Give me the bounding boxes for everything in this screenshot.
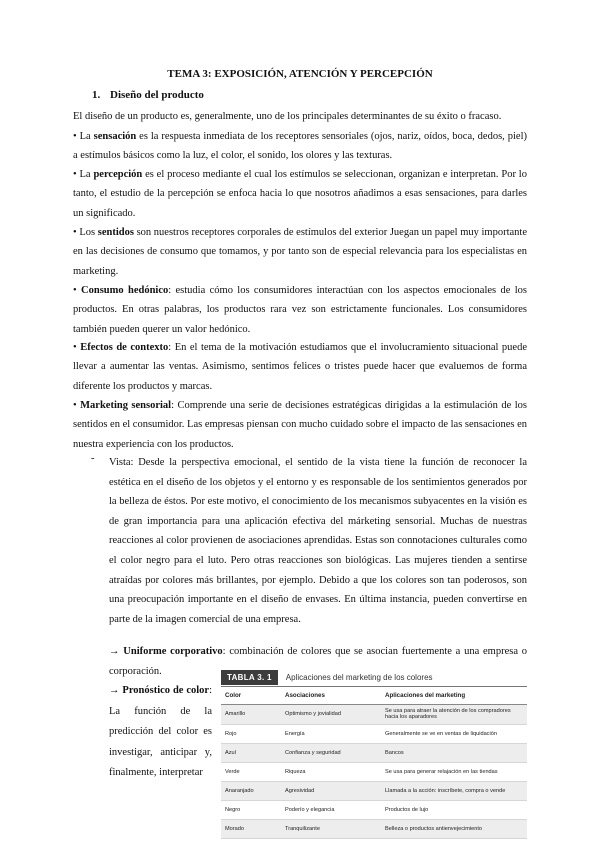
table-row: Amarillo Optimismo y jovialidad Se usa para atraer la atención de los compradores hacia los aparadores <box>221 705 527 725</box>
table-header-row <box>221 687 527 705</box>
pronostico-color: → Pronóstico de color: La función de la predicción del color es investigar, anticipar y, finalmente, interpretar <box>109 685 213 778</box>
bullet-sentidos: • Los sentidos son nuestros receptores corporales de estímulos del exterior Juegan un papel muy importante en las decisiones de consumo que tomamos, y por tanto son de especial relevancia para los especialistas en marketing. <box>73 227 527 277</box>
term-pronostico: Pronóstico de color <box>122 685 210 696</box>
vista-paragraph: Vista: Desde la perspectiva emocional, el sentido de la vista tiene la función de reconocer la estética en el diseño de los objetos y el entorno y es responsable de los sentimientos generados por la belleza de éstos. Por este motivo, el conocimiento de los mecanismos subyacentes en la visión es de gran importancia para una aplicación efectiva del márketing sensorial. Muchas de nuestras reacciones al color provienen de asociaciones aprendidas. Estas son connotaciones culturales como el color negro para el luto. Pero otras reacciones son biológicas. Las mujeres tienden a sentirse atraídas por colores más brillantes, por ejemplo. Debido a que los colores son tan poderosos, son una preocupación importante en el diseño de envases. En última instancia, pueden convertirse en parte de la imagen comercial de una empresa. <box>109 457 527 625</box>
intro-paragraph: El diseño de un producto es, generalmente, uno de los principales determinantes de su éxito o fracaso. <box>73 111 502 122</box>
term-consumo-hedonico: Consumo hedónico <box>81 285 169 296</box>
bullet-percepcion: • La percepción es el proceso mediante el cual los estímulos se seleccionan, organizan e interpretan. Por lo tanto, el estudio de la percepción se enfoca hacia lo que nosotros añadimos a esas sensaciones, para darles un significado. <box>73 169 527 219</box>
bullet-sensacion: • La sensación es la respuesta inmediata de los receptores sensoriales (ojos, nariz, oídos, boca, dedos, piel) a estímulos básicos como la luz, el color, el sonido, los olores y las texturas. <box>73 131 527 162</box>
color-applications-table <box>221 687 527 839</box>
table-row: Morado Tranquilizante Belleza o productos antienvejecimiento <box>221 819 527 838</box>
section-heading <box>92 89 204 101</box>
table-tag: TABLA 3. 1 <box>221 670 278 685</box>
term-uniforme: Uniforme corporativo <box>123 646 223 657</box>
term-efectos-contexto: Efectos de contexto <box>80 342 169 353</box>
page-title: TEMA 3: EXPOSICIÓN, ATENCIÓN Y PERCEPCIÓN <box>167 68 433 80</box>
table-header <box>221 668 527 687</box>
col-header-aplicaciones: Aplicaciones del marketing <box>381 687 527 705</box>
bullet-consumo-hedonico: • Consumo hedónico: estudia cómo los consumidores interactúan con los aspectos emocionales de los productos. En otras palabras, los productos rara vez son estrictamente funcionales. Los consumidores también pueden querer un valor hedónico. <box>73 285 527 335</box>
section-label: Diseño del producto <box>110 89 204 101</box>
table-row: Negro Poderío y elegancia Productos de lujo <box>221 800 527 819</box>
col-header-asociaciones: Asociaciones <box>281 687 381 705</box>
table-row: Verde Riqueza Se usa para generar relajación en las tiendas <box>221 762 527 781</box>
term-sensacion: sensación <box>93 131 137 142</box>
list-dash: - <box>91 453 95 464</box>
color-table <box>221 668 527 839</box>
term-sentidos: sentidos <box>97 227 134 238</box>
bullet-marketing-sensorial: • Marketing sensorial: Comprende una serie de decisiones estratégicas dirigidas a la estimulación de los sentidos en el consumidor. Las empresas piensan con mucho cuidado sobre el impacto de las sensaciones en nuestra experiencia con los productos. <box>73 400 528 450</box>
table-caption: Aplicaciones del marketing de los colores <box>285 672 433 682</box>
table-row: Azul Confianza y seguridad Bancos <box>221 743 527 762</box>
bullet-efectos-contexto: • Efectos de contexto: En el tema de la motivación estudiamos que el involucramiento situacional puede llevar a aumentar las ventas. Asimismo, sentimos felices o tristes puede hacer que evaluemos de forma diferente los productos y marcas. <box>73 342 527 392</box>
term-marketing-sensorial: Marketing sensorial <box>80 400 172 411</box>
col-header-color: Color <box>221 687 281 705</box>
table-row: Rojo Energía Generalmente se ve en ventas de liquidación <box>221 724 527 743</box>
term-percepcion: percepción <box>93 169 143 180</box>
uniforme-corporativo: → Uniforme corporativo: combinación de colores que se asocian fuertemente a una empresa o corporación. <box>109 646 528 677</box>
section-number: 1. <box>92 89 101 101</box>
table-row: Anaranjado Agresividad Llamada a la acción: inscríbete, compra o vende <box>221 781 527 800</box>
